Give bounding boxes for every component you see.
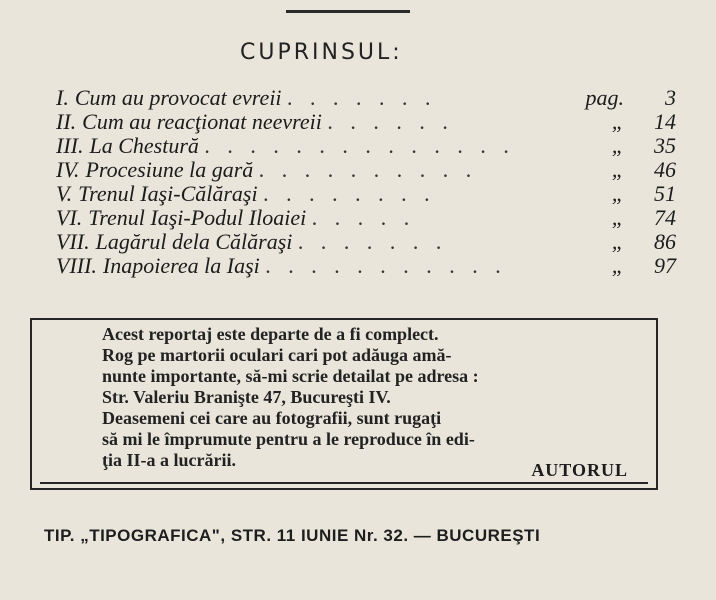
toc-number: II. — [56, 109, 77, 134]
notice-line: să mi le împrumute pentru a le reproduce în edi- — [102, 429, 475, 449]
toc-leader-dots: . . . . . . . . . . . . . . — [204, 134, 516, 158]
toc-prefix: „ — [611, 253, 624, 278]
notice-line: Deasemeni cei care au fotografii, sunt rugaţi — [102, 408, 442, 428]
toc-page-number: 3 — [665, 85, 676, 110]
author-signature: AUTORUL — [531, 460, 628, 480]
top-rule — [286, 10, 410, 13]
toc-entry — [56, 110, 676, 134]
toc-page-number: 46 — [654, 157, 676, 182]
toc-prefix: „ — [611, 181, 624, 206]
toc-page-number: 86 — [654, 229, 676, 254]
toc-title: Cum au provocat evreii — [74, 85, 282, 110]
toc-number: VI. — [56, 205, 83, 230]
table-of-contents — [56, 86, 676, 278]
toc-title: Lagărul dela Călăraşi — [95, 229, 293, 254]
toc-leader-dots: . . . . . . . . — [263, 182, 437, 206]
notice-line: Acest reportaj este departe de a fi complect. — [102, 324, 439, 344]
toc-prefix: „ — [611, 157, 624, 182]
toc-entry — [56, 182, 676, 206]
toc-prefix: „ — [611, 229, 624, 254]
toc-entry — [56, 230, 676, 254]
toc-leader-dots: . . . . . . . . . . . — [265, 254, 508, 278]
toc-leader-dots: . . . . . . . — [287, 86, 438, 110]
notice-line: Str. Valeriu Branişte 47, Bucureşti IV. — [102, 387, 391, 407]
toc-entry — [56, 206, 676, 230]
toc-title: Trenul Iaşi-Călăraşi — [78, 181, 258, 206]
notice-line: ţia II-a a lucrării. — [102, 450, 236, 470]
toc-prefix: „ — [611, 109, 624, 134]
toc-page-number: 35 — [654, 133, 676, 158]
toc-leader-dots: . . . . . — [312, 206, 416, 230]
toc-entry — [56, 254, 676, 278]
toc-title: Trenul Iaşi-Podul Iloaiei — [88, 205, 307, 230]
toc-entry — [56, 158, 676, 182]
author-notice-box — [30, 318, 658, 490]
toc-page-number: 97 — [654, 253, 676, 278]
toc-number: III. — [56, 133, 84, 158]
toc-leader-dots: . . . . . . . — [298, 230, 448, 254]
toc-title: La Chestură — [89, 133, 199, 158]
toc-number: V. — [56, 181, 73, 206]
toc-number: IV. — [56, 157, 80, 182]
toc-entry — [56, 86, 676, 110]
toc-prefix: pag. — [585, 85, 624, 110]
page-title: CUPRINSUL: — [240, 40, 403, 65]
toc-title: Cum au reacţionat neevreii — [82, 109, 322, 134]
toc-page-number: 14 — [654, 109, 676, 134]
toc-page-number: 51 — [654, 181, 676, 206]
toc-number: I. — [56, 85, 69, 110]
toc-leader-dots: . . . . . . — [327, 110, 455, 134]
printer-imprint: TIP. „TIPOGRAFICA", STR. 11 IUNIE Nr. 32. — BUCUREŞTI — [44, 526, 541, 545]
notice-line: Rog pe martorii oculari cari pot adăuga amă- — [102, 345, 452, 365]
notice-line: nunte importante, să-mi scrie detailat pe adresa : — [102, 366, 479, 386]
toc-entry — [56, 134, 676, 158]
toc-title: Procesiune la gară — [85, 157, 254, 182]
toc-page-number: 74 — [654, 205, 676, 230]
toc-leader-dots: . . . . . . . . . . — [259, 158, 478, 182]
toc-prefix: „ — [611, 133, 624, 158]
toc-number: VII. — [56, 229, 90, 254]
notice-text — [102, 324, 642, 471]
toc-prefix: „ — [611, 205, 624, 230]
toc-title: Inapoierea la Iaşi — [102, 253, 260, 278]
toc-number: VIII. — [56, 253, 97, 278]
